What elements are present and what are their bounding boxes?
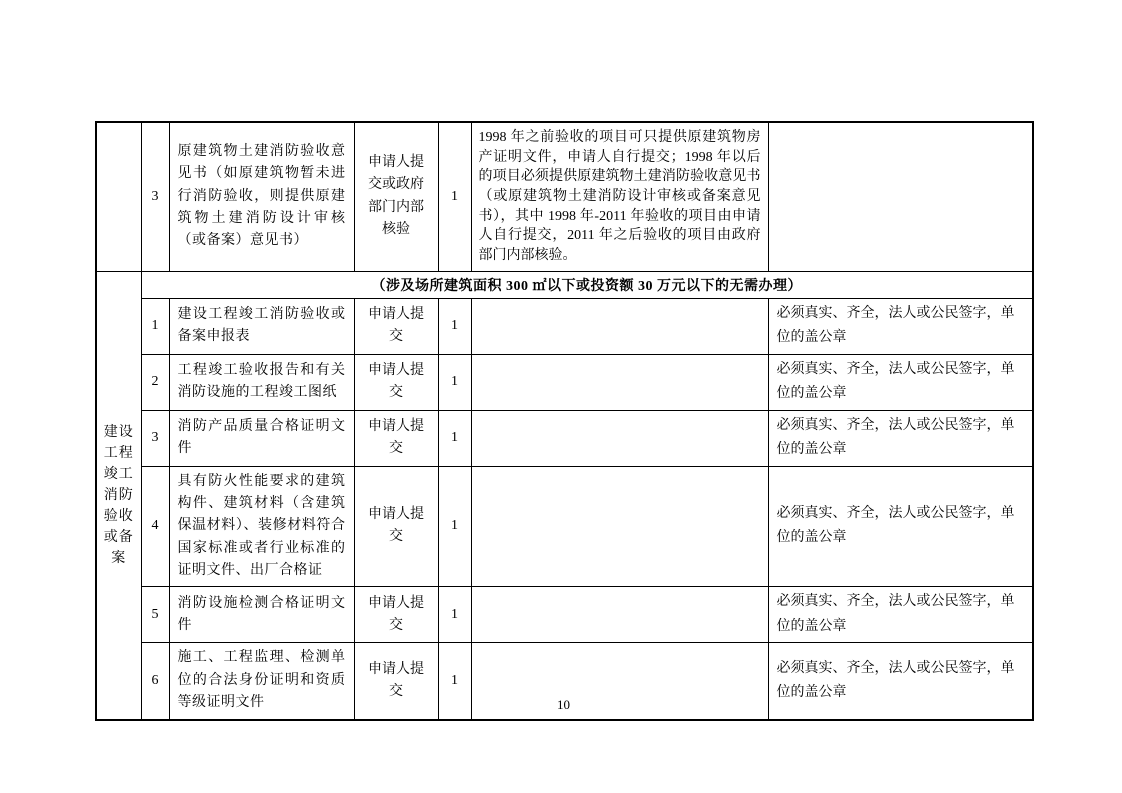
cell-description xyxy=(471,354,768,410)
cell-item: 原建筑物土建消防验收意见书（如原建筑物暂未进行消防验收，则提供原建筑物土建消防设计审核（或备案）意见书） xyxy=(169,122,354,271)
table-row xyxy=(96,587,1033,643)
cell-remark: 必须真实、齐全，法人或公民签字，单位的盖公章 xyxy=(768,298,1033,354)
cell-description xyxy=(471,298,768,354)
table-row xyxy=(96,410,1033,466)
cell-submit-method: 申请人提交 xyxy=(354,354,438,410)
table-row xyxy=(96,466,1033,587)
cell-no: 3 xyxy=(141,122,169,271)
cell-copies: 1 xyxy=(438,410,471,466)
page-number: 10 xyxy=(557,697,570,712)
cell-description xyxy=(471,410,768,466)
cell-remark: 必须真实、齐全，法人或公民签字，单位的盖公章 xyxy=(768,410,1033,466)
cell-item: 建设工程竣工消防验收或备案申报表 xyxy=(169,298,354,354)
cell-copies: 1 xyxy=(438,466,471,587)
cell-remark: 必须真实、齐全，法人或公民签字，单位的盖公章 xyxy=(768,587,1033,643)
cell-description xyxy=(471,466,768,587)
cell-submit-method: 申请人提交 xyxy=(354,298,438,354)
cell-remark: 必须真实、齐全，法人或公民签字，单位的盖公章 xyxy=(768,466,1033,587)
cell-copies: 1 xyxy=(438,122,471,271)
cell-remark: 必须真实、齐全，法人或公民签字，单位的盖公章 xyxy=(768,354,1033,410)
cell-copies: 1 xyxy=(438,298,471,354)
cell-submit-method: 申请人提交 xyxy=(354,410,438,466)
cell-copies: 1 xyxy=(438,354,471,410)
cell-no: 6 xyxy=(141,643,169,720)
cell-submit-method: 申请人提交 xyxy=(354,587,438,643)
cell-category-empty xyxy=(96,122,141,271)
cell-item: 具有防火性能要求的建筑构件、建筑材料（含建筑保温材料）、装修材料符合国家标准或者行业标准的证明文件、出厂合格证 xyxy=(169,466,354,587)
table-row-section-note xyxy=(96,271,1033,298)
cell-remark: 必须真实、齐全，法人或公民签字，单位的盖公章 xyxy=(768,643,1033,720)
table-row xyxy=(96,298,1033,354)
cell-item: 工程竣工验收报告和有关消防设施的工程竣工图纸 xyxy=(169,354,354,410)
cell-no: 1 xyxy=(141,298,169,354)
cell-no: 3 xyxy=(141,410,169,466)
cell-submit-method: 申请人提交或政府部门内部核验 xyxy=(354,122,438,271)
table-row xyxy=(96,354,1033,410)
cell-remark xyxy=(768,122,1033,271)
cell-item: 消防设施检测合格证明文件 xyxy=(169,587,354,643)
cell-copies: 1 xyxy=(438,643,471,720)
cell-item: 消防产品质量合格证明文件 xyxy=(169,410,354,466)
cell-no: 4 xyxy=(141,466,169,587)
cell-submit-method: 申请人提交 xyxy=(354,466,438,587)
cell-copies: 1 xyxy=(438,587,471,643)
cell-item: 施工、工程监理、检测单位的合法身份证明和资质等级证明文件 xyxy=(169,643,354,720)
section-note: （涉及场所建筑面积 300 ㎡以下或投资额 30 万元以下的无需办理） xyxy=(141,271,1033,298)
cell-no: 5 xyxy=(141,587,169,643)
cell-description: 1998 年之前验收的项目可只提供原建筑物房产证明文件，申请人自行提交；1998 年以后的项目必须提供原建筑物土建消防验收意见书（或原建筑物土建消防设计审核或备案意见书），其中 1998 年-2011 年验收的项目由申请人自行提交，2011 年之后验收的项目由政府部门内部核验。 xyxy=(471,122,768,271)
cell-category-label: 建设工程竣工消防验收或备案 xyxy=(96,271,141,720)
cell-submit-method: 申请人提交 xyxy=(354,643,438,720)
cell-description xyxy=(471,587,768,643)
requirements-table xyxy=(95,121,1034,721)
table-row-continuation xyxy=(96,122,1033,271)
cell-no: 2 xyxy=(141,354,169,410)
